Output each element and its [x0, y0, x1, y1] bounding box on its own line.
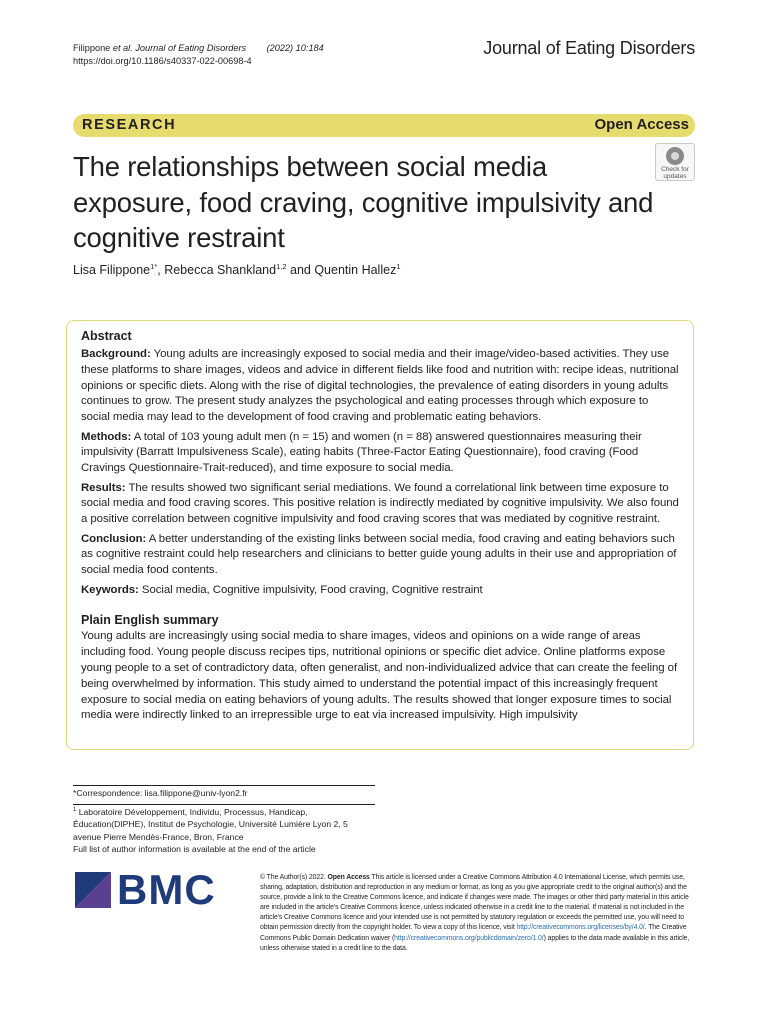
author-list: Lisa Filippone$^{1*}$, Rebecca Shankland$^{1,2}$ and Quentin Hallez$^1$	[73, 261, 401, 277]
bmc-logo-text: BMC	[117, 866, 216, 913]
citation-year: (2022) 10:184	[266, 43, 324, 53]
check-updates-icon	[666, 147, 684, 165]
abstract-background: Background: Young adults are increasingly exposed to social media and their image/video-based activities. They use these platforms to share images, videos and advice in different fields like food and nutrition with: recipe ideas, nutritional opinions or specific diets. Along with the rise of digital technologies, the prevalence of eating disorders in young adults continues to grow. The present study analyzes the psychological and eating processes through which exposure to social media may lead to the development of food craving and problematic eating behaviors.	[81, 348, 679, 424]
bmc-logo-icon	[75, 872, 111, 908]
doi-link[interactable]: https://doi.org/10.1186/s40337-022-00698-4	[73, 56, 252, 66]
author-affiliation-mark: 1*	[150, 261, 158, 271]
article-type-label: RESEARCH	[82, 117, 177, 133]
plain-summary-heading: Plain English summary	[81, 613, 219, 628]
public-domain-link[interactable]: http://creativecommons.org/publicdomain/zero/1.0/	[394, 934, 544, 942]
article-title: The relationships between social media exposure, food craving, cognitive impulsivity and cognitive restraint	[73, 151, 654, 253]
check-updates-label: Check for updates	[661, 166, 689, 180]
article-type-banner	[73, 114, 695, 137]
abstract-keywords: Keywords: Social media, Cognitive impulsivity, Food craving, Cognitive restraint	[81, 583, 483, 596]
author-info-note: Full list of author information is available at the end of the article	[73, 844, 316, 854]
open-access-label: Open Access	[594, 116, 689, 133]
citation-header	[73, 42, 324, 68]
affiliation-note: $^1$ Laboratoire Développement, Individu, Processus, Handicap, Éducation(DIPHE), Institut de Psychologie, Université Lumière Lyon 2, 5 avenue Pierre Mendès-France, Bron, France	[73, 807, 348, 842]
license-text: © The Author(s) 2022. Open Access This article is licensed under a Creative Commons Attribution 4.0 International License, which permits use, sharing, adaptation, distribution and reproduction in any medium or format, as long as you give appropriate credit to the original author(s) and the source, provide a link to the Creative Commons licence, and indicate if changes were made. The images or other third party material in this article are included in the article's Creative Commons licence, unless indicated otherwise in a credit line to the material. If material is not included in the article's Creative Commons licence and your intended use is not permitted by statutory regulation or exceeds the permitted use, you will need to obtain permission directly from the copyright holder. To view a copy of this licence, visit http://creativecommons.org/licenses/by/4.0/. The Creative Commons Public Domain Dedication waiver (http://creativecommons.org/publicdomain/zero/1.0/) applies to the data made available in this article, unless otherwise stated in a credit line to the data.	[260, 874, 690, 952]
abstract-heading: Abstract	[81, 329, 132, 343]
plain-summary-text: Young adults are increasingly using social media to share images, videos and opinions on a wide range of areas including food. Young people discuss recipes tips, nutritional opinions or specific diet advice. Online platforms expose young people to a set of contradictory data, often generalist, and non-individualized advice that can create the feeling of being overwhelmed by information. This study aimed to understand the potential impact of this increasingly frequent exposure to social media on eating behaviors of young adults. The results showed that longer exposure times to social media were indirectly linked to an irrepressible urge to eat via increased impulsivity. High impulsivity	[81, 630, 678, 722]
author-name[interactable]: Quentin Hallez	[314, 263, 397, 277]
journal-name: Journal of Eating Disorders	[483, 38, 695, 58]
footnote-divider	[73, 785, 375, 786]
author-affiliation-mark: 1,2	[276, 261, 287, 271]
citation-authors: Filippone	[73, 43, 113, 53]
abstract-results: Results: The results showed two significant serial mediations. We found a correlational link between time exposure to social media and food craving scores. This positive relation is indirectly mediated by cognitive impulsivity. We also found a positive correlation between cognitive impulsivity and food craving scores that was mediated by cognitive restraint.	[81, 481, 679, 526]
citation-journal: et al. Journal of Eating Disorders	[112, 43, 247, 53]
author-name[interactable]: Lisa Filippone	[73, 263, 151, 277]
correspondence-note: *Correspondence: lisa.filippone@univ-lyon2.fr	[73, 788, 248, 798]
abstract-methods: Methods: A total of 103 young adult men (n = 15) and women (n = 88) answered questionnaires measuring their impulsivity (Barratt Impulsiveness Scale), eating habits (Three-Factor Eating Questionnaire), food craving (Food Cravings Questionnaire-Trait-reduced), and time exposure to social media.	[81, 430, 642, 475]
check-for-updates-button[interactable]	[655, 143, 695, 181]
license-link[interactable]: http://creativecommons.org/licenses/by/4.0/	[516, 924, 645, 932]
footnote-divider	[73, 804, 375, 805]
author-affiliation-mark: 1	[396, 261, 401, 271]
abstract-box	[66, 320, 694, 750]
author-name[interactable]: Rebecca Shankland	[164, 263, 277, 277]
abstract-conclusion: Conclusion: A better understanding of the existing links between social media, food craving and eating behaviors such as cognitive restraint could help researchers and clinicians to better guide young adults in their use and appropriation of social media food contents.	[81, 532, 677, 577]
